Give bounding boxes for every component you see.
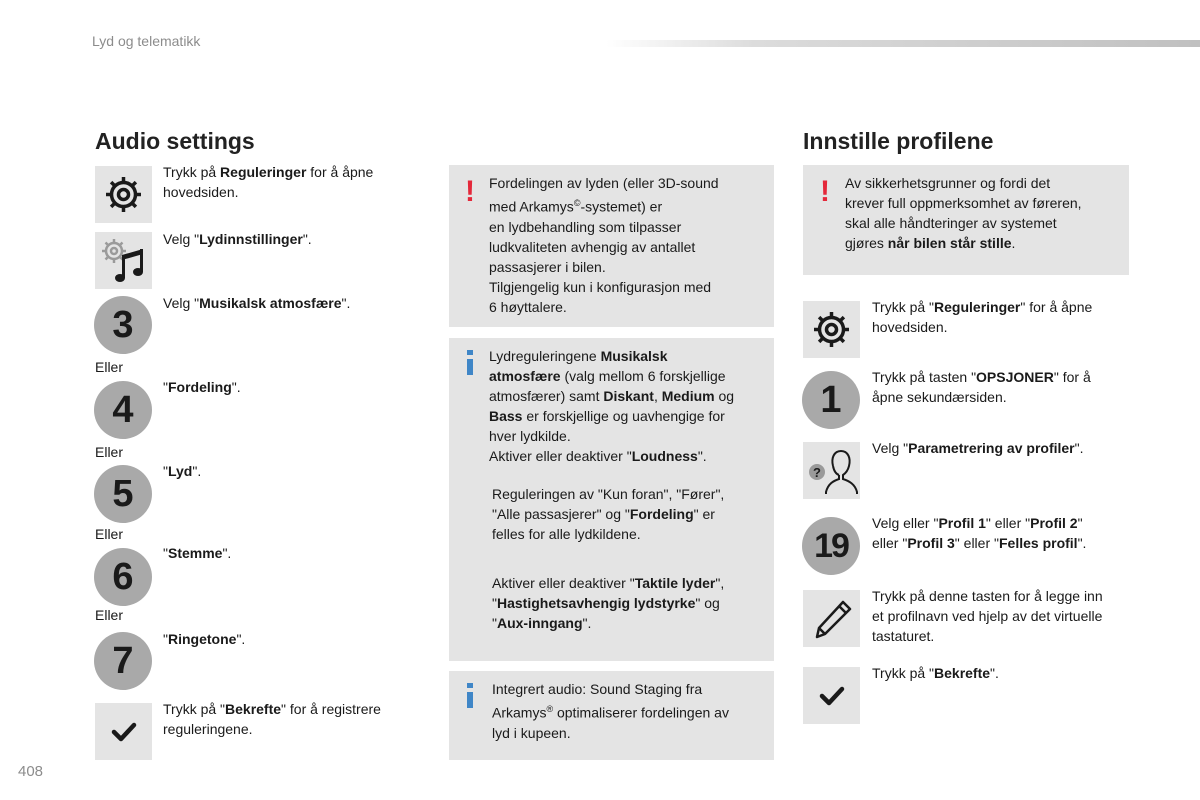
checkmark-icon-box [95, 703, 152, 760]
info-note [449, 338, 774, 661]
checkmark-icon [803, 667, 860, 724]
info-text: Lydreguleringene Musikalsk atmosfære (valg mellom 6 forskjellige atmosfærer) samt Diskant, Medium og Bass er forskjellige og uavhengige for hver lydkilde. Aktiver eller deaktiver "Loudness". [489, 348, 735, 464]
checkmark-icon-box [803, 667, 860, 724]
info-text: Aktiver eller deaktiver "Taktile lyder", "Hastighetsavhengig lydstyrke" og "Aux-inngang". [492, 575, 725, 631]
gear-icon [95, 166, 152, 223]
section-title-profiles: Innstille profilene [803, 128, 994, 154]
info-icon [467, 683, 473, 709]
header-rule [606, 40, 1200, 47]
or-label: Eller [95, 526, 124, 542]
step-number-badge: 1 [802, 371, 860, 429]
info-icon [467, 350, 473, 376]
pencil-icon-box [803, 590, 860, 647]
info-text: Integrert audio: Sound Staging fra Arkamys® optimaliserer fordelingen av lyd i kupeen. [492, 681, 729, 741]
info-note [449, 671, 774, 760]
section-title-audio-settings: Audio settings [95, 128, 255, 154]
music-settings-icon-box [95, 232, 152, 289]
warning-text: Fordelingen av lyden (eller 3D-sound med Arkamys©-systemet) er en lydbehandling som tilpasser ludkvaliteten avhengig av antallet passasjerer i bilen. Tilgjengelig kun i konfigurasjon med 6 høyttalere. [489, 175, 719, 315]
step-text: Trykk på tasten "OPSJONER" for å åpne sekundærsiden. [872, 369, 1091, 405]
step-number-badge: 6 [94, 548, 152, 606]
step-text: "Fordeling". [163, 379, 241, 395]
step-text: Velg "Parametrering av profiler". [872, 440, 1084, 456]
music-settings-icon [95, 232, 152, 289]
step-text: Trykk på denne tasten for å legge inn et profilnavn ved hjelp av det virtuelle tastaturet. [872, 588, 1103, 644]
or-label: Eller [95, 607, 124, 623]
gear-icon [803, 301, 860, 358]
warning-icon: ! [820, 175, 830, 208]
warning-note [803, 165, 1129, 275]
step-number-badge: 5 [94, 465, 152, 523]
step-text: Trykk på Reguleringer for å åpne hovedsiden. [163, 164, 374, 200]
gear-icon-box [95, 166, 152, 223]
step-text: "Ringetone". [163, 631, 246, 647]
or-label: Eller [95, 359, 124, 375]
profile-icon-box [803, 442, 860, 499]
step-text: Velg eller "Profil 1" eller "Profil 2" eller "Profil 3" eller "Felles profil". [872, 515, 1087, 551]
gear-icon-box [803, 301, 860, 358]
step-text: Trykk på "Bekrefte" for å registrere reguleringene. [163, 701, 381, 737]
step-number-badge: 7 [94, 632, 152, 690]
step-text: Trykk på "Bekrefte". [872, 665, 999, 681]
page-number: 408 [18, 763, 44, 780]
step-number-badge: 4 [94, 381, 152, 439]
running-header: Lyd og telematikk [92, 33, 201, 49]
step-text: Trykk på "Reguleringer" for å åpne hovedsiden. [872, 299, 1093, 335]
warning-icon: ! [465, 175, 475, 208]
pencil-icon [803, 590, 860, 647]
step-number-badge: 19 [802, 517, 860, 575]
profile-icon [803, 442, 860, 499]
step-text: Velg "Lydinnstillinger". [163, 231, 312, 247]
step-number-badge: 3 [94, 296, 152, 354]
svg-text:?: ? [813, 465, 821, 480]
step-text: Velg "Musikalsk atmosfære". [163, 295, 351, 311]
warning-text: Av sikkerhetsgrunner og fordi det krever full oppmerksomhet av føreren, skal alle håndteringer av systemet gjøres når bilen står stille. [845, 175, 1082, 251]
step-text: "Lyd". [163, 463, 202, 479]
step-text: "Stemme". [163, 545, 232, 561]
checkmark-icon [95, 703, 152, 760]
info-text: Reguleringen av "Kun foran", "Fører", "Alle passasjerer" og "Fordeling" er felles for alle lydkildene. [492, 486, 725, 542]
warning-note [449, 165, 774, 327]
or-label: Eller [95, 444, 124, 460]
